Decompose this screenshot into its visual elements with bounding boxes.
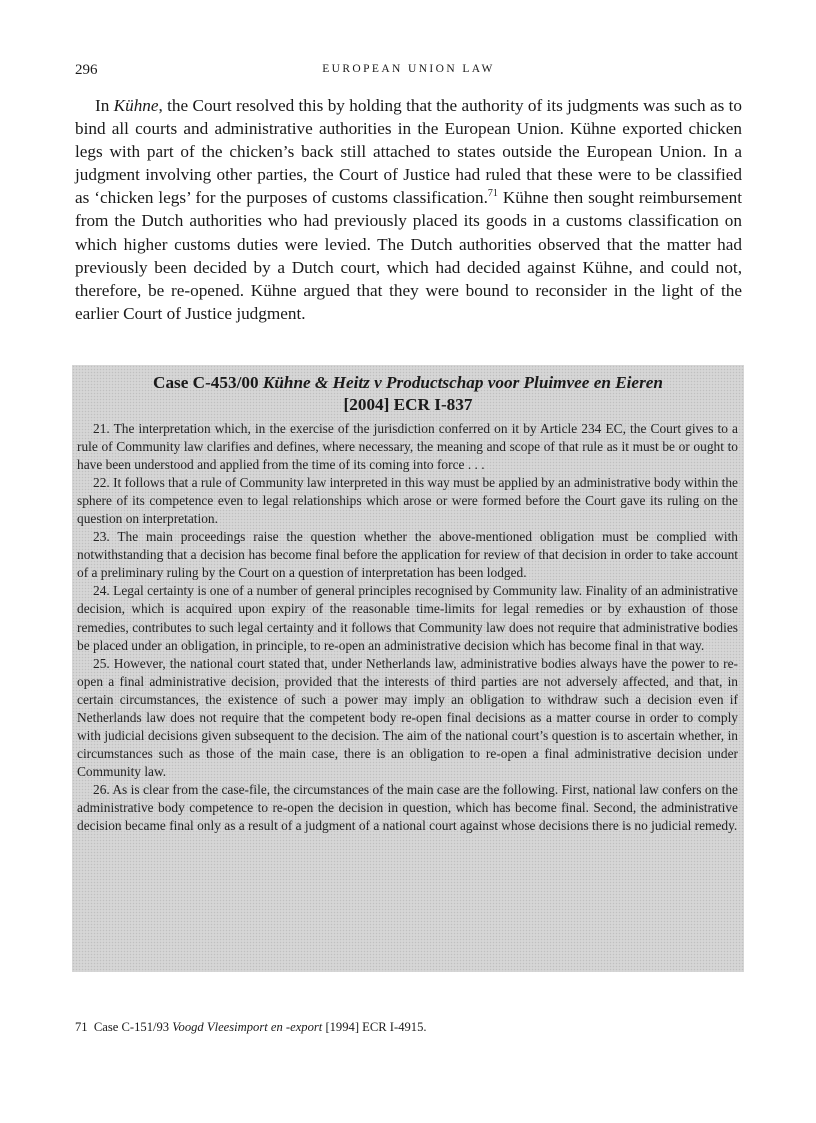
footnote-number: 71 xyxy=(75,1020,88,1034)
case-paragraph-25: 25. However, the national court stated that, under Netherlands law, administrative bodies always have the power to re-open a final administrative decision, provided that the interests of third parties are not adversely affected, and that, in certain circumstances, the existence of such a power may imply an obligation to withdraw such a decision even if Netherlands law does not require that the competent body re-open final decisions as a matter course in order to comply with judicial decisions given subsequent to the decision. The aim of the national court’s question is to ascertain whether, in circumstances such as those of the main case, there is an obligation to re-open a final administrative decision under Community law. xyxy=(77,655,738,779)
body-text-middle: , the Court resolved this by holding that the authority of its judgments was such as to bind all courts and administrative authorities in the European Union. Kühne exported chicken legs with part of the chicken’s back still attached to states outside the European Union. In a judgment involving other parties, the Court of Justice had ruled that these were to be classified as ‘chicken legs’ for the purposes of customs classification. xyxy=(75,96,742,208)
case-paragraphs xyxy=(77,420,738,835)
running-head: EUROPEAN UNION LAW xyxy=(322,63,495,75)
body-text-end: Kühne then sought reimbursement from the Dutch authorities who had previously placed its goods in a customs classification on which higher customs duties were levied. The Dutch authorities observed that the matter had previously been decided by a Dutch court, which had decided against Kühne, and could not, therefore, be re-opened. Kühne argued that they were bound to reconsider in the light of the earlier Court of Justice judgment. xyxy=(75,188,742,323)
case-paragraph-24: 24. Legal certainty is one of a number of general principles recognised by Community law. Finality of an administrative decision, which is acquired upon expiry of the reasonable time-limits for legal remedies or by exhaustion of those remedies, contributes to such legal certainty and it follows that Community law does not require that administrative bodies be placed under an obligation, in principle, to re-open an administrative decision which has become final in that way. xyxy=(77,583,738,653)
case-paragraph-23: 23. The main proceedings raise the question whether the above-mentioned obligation must be complied with notwithstanding that a decision has become final before the application for review of that decision in order to take account of a preliminary ruling by the Court on a question of interpretation has been lodged. xyxy=(77,529,738,581)
case-paragraph-22: 22. It follows that a rule of Community law interpreted in this way must be applied by an administrative body within the sphere of its competence even to legal relationships which arose or were formed before the Court gave its ruling on the question on interpretation. xyxy=(77,475,738,527)
case-name-italic: Kühne xyxy=(113,96,159,115)
page-number: 296 xyxy=(75,62,98,78)
case-title xyxy=(72,372,744,415)
body-text-start: In xyxy=(95,96,114,115)
case-paragraph-21: 21. The interpretation which, in the exercise of the jurisdiction conferred on it by Article 234 EC, the Court gives to a rule of Community law clarifies and defines, where necessary, the meaning and scope of that rule as it must be or ought to have been understood and applied from the time of its coming into force . . . xyxy=(77,421,738,473)
footnote-prefix: Case C-151/93 xyxy=(93,1020,173,1034)
page-header xyxy=(75,62,742,82)
footnote-suffix: [1994] ECR I-4915. xyxy=(322,1020,427,1034)
case-extract-box xyxy=(72,365,744,972)
case-id: Case C-453/00 xyxy=(153,373,263,392)
footnote-case-title: Voogd Vleesimport en -export xyxy=(172,1020,323,1034)
footnote-reference: 71 xyxy=(487,188,498,200)
case-citation: [2004] ECR I-837 xyxy=(343,394,473,414)
body-paragraph xyxy=(75,94,742,325)
case-name: Kühne & Heitz v Productschap voor Pluimvee en Eieren xyxy=(262,373,663,392)
case-paragraph-26: 26. As is clear from the case-file, the circumstances of the main case are the following. First, national law confers on the administrative body competence to re-open the decision in question, which has become final. Second, the administrative decision became final only as a result of a judgment of a national court against whose decisions there is no judicial remedy. xyxy=(77,781,738,834)
footnote xyxy=(75,1020,427,1035)
